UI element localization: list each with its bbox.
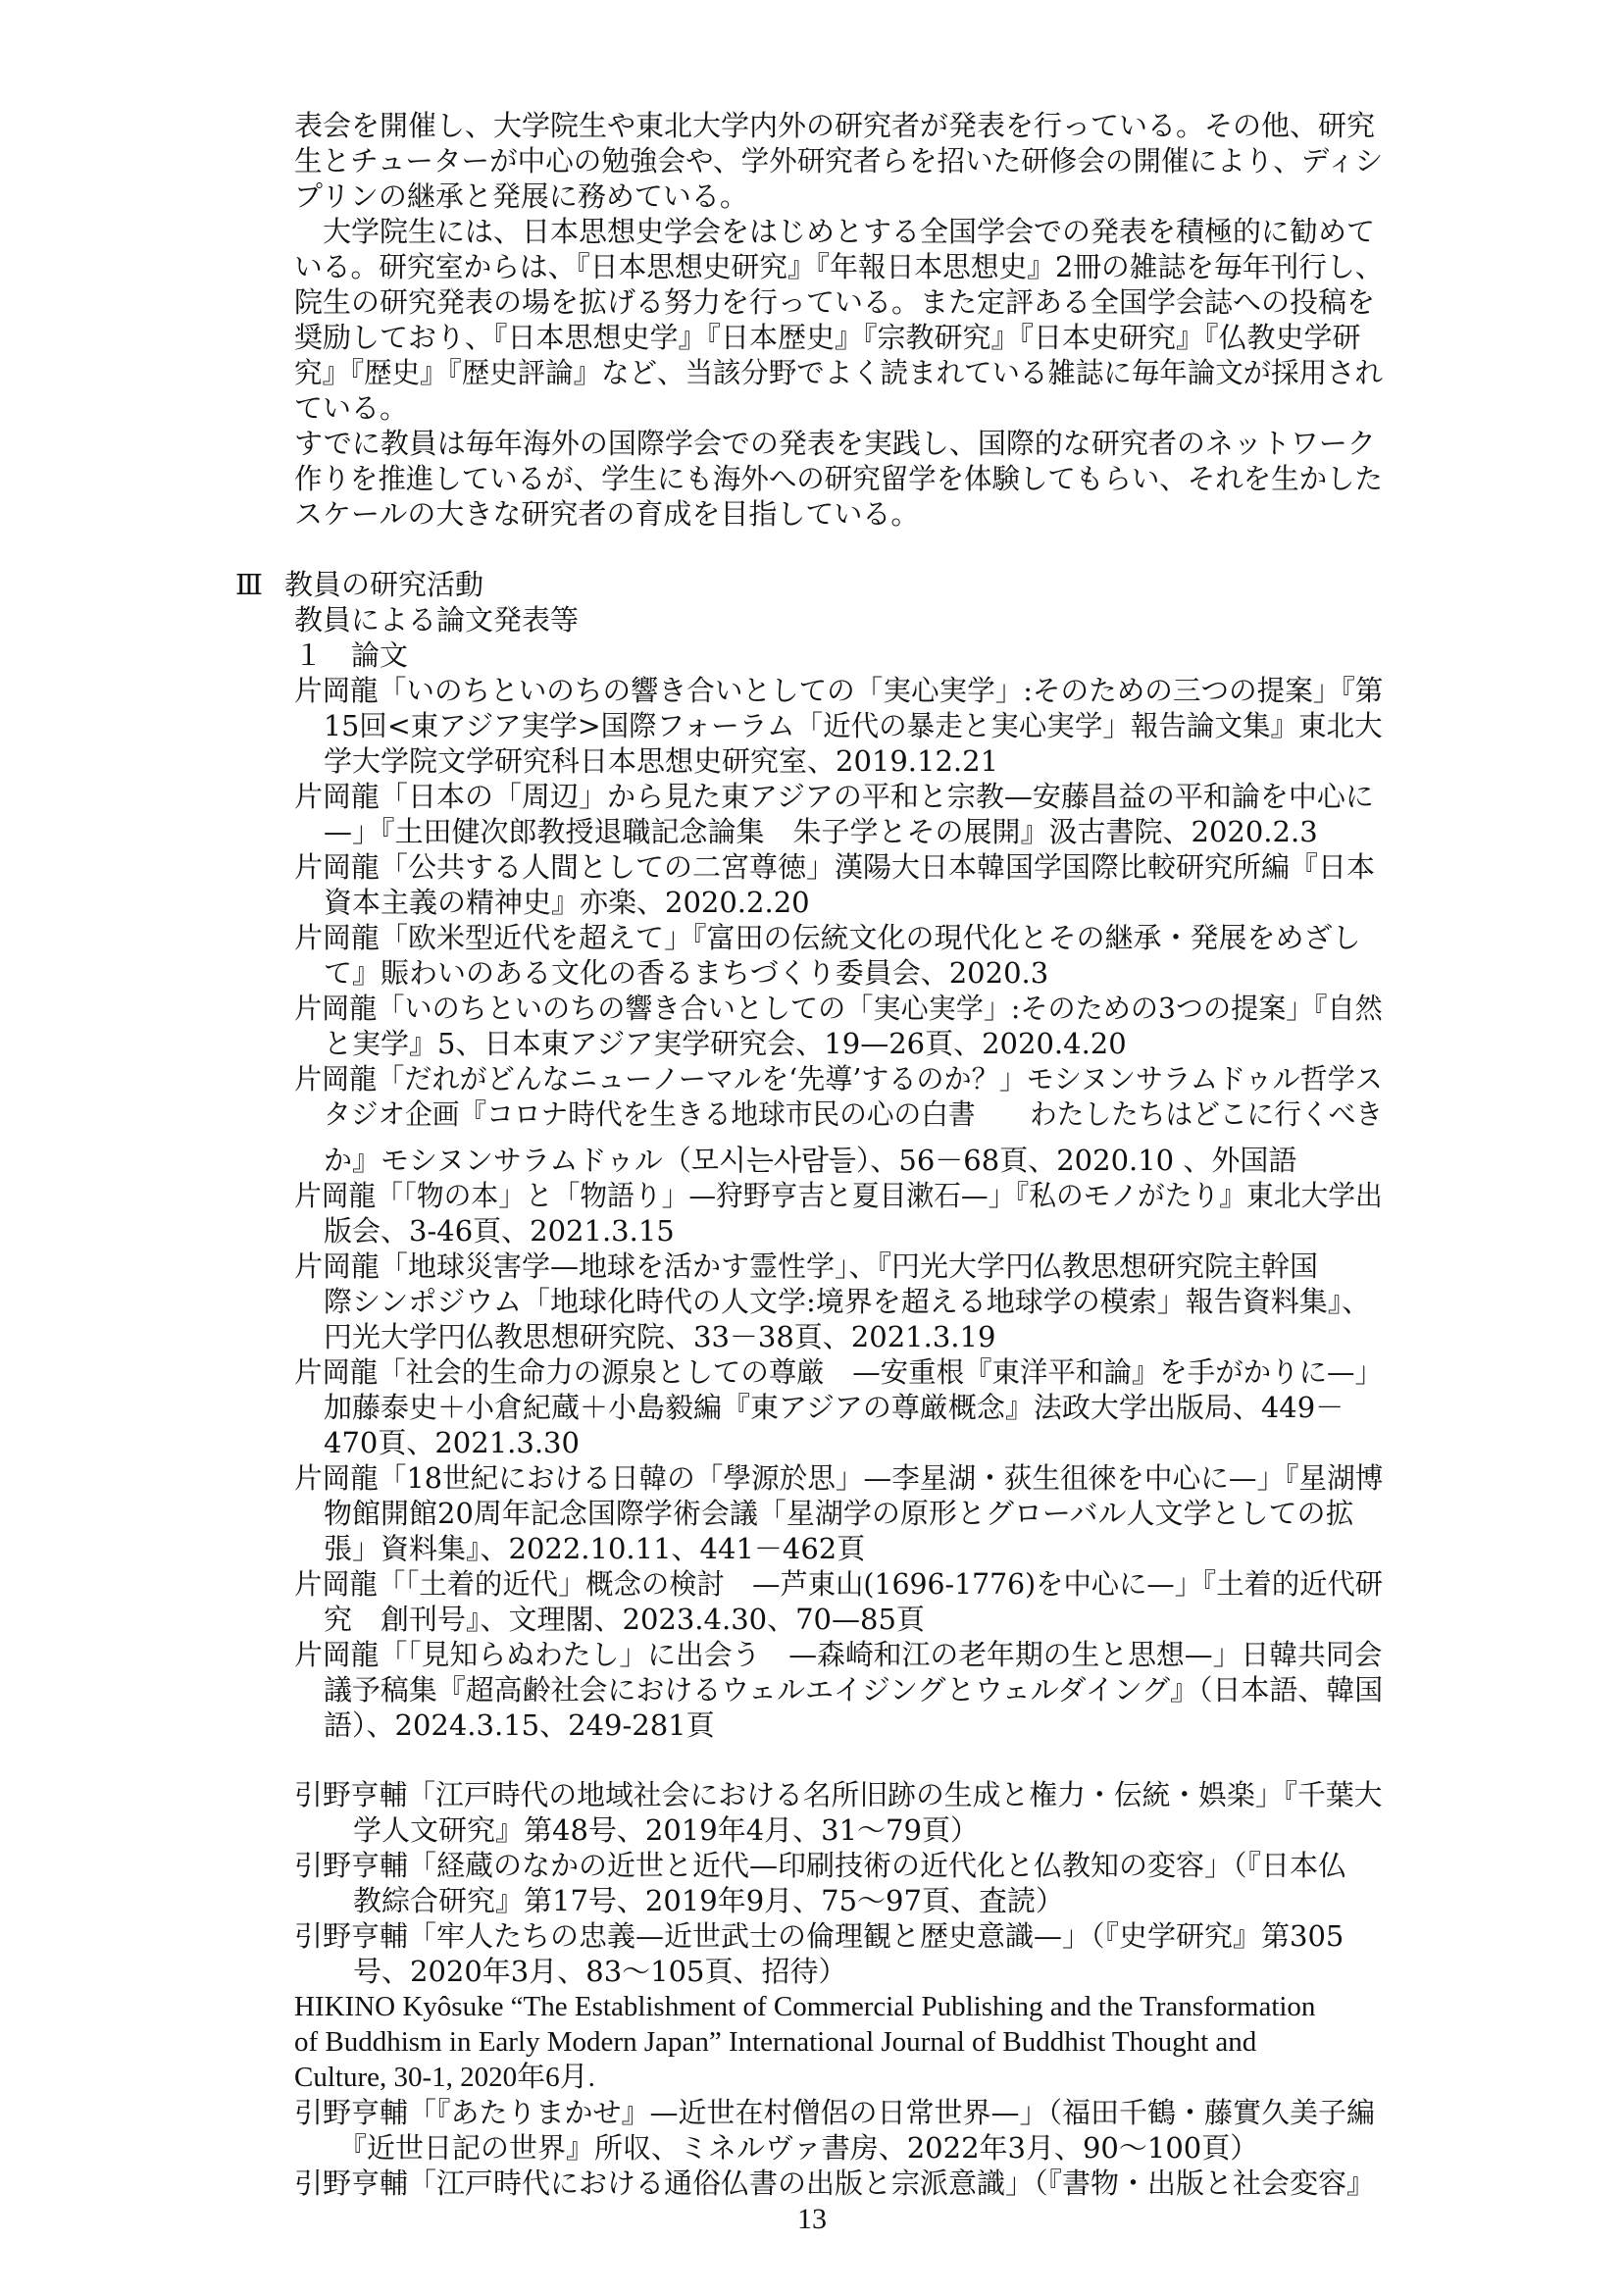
bib-line: 際シンポジウム「地球化時代の人文学:境界を超える地球学の模索」報告資料集』、	[324, 1285, 1371, 1318]
intro-line: 究』『歴史』『歴史評論』など、当該分野でよく読まれている雑誌に毎年論文が採用され	[294, 356, 1383, 389]
intro-line: 大学院生には、日本思想史学会をはじめとする全国学会での発表を積極的に勧めて	[294, 215, 1376, 248]
bib-line: 円光大学円仏教思想研究院、33－38頁、2021.3.19	[324, 1320, 996, 1353]
bib-line: 引野亨輔「江戸時代における通俗仏書の出版と宗派意識」（『書物・出版と社会変容』	[294, 2167, 1376, 2200]
bib-line: 片岡龍「欧米型近代を超えて」『富田の伝統文化の現代化とその継承・発展をめざし	[294, 921, 1361, 954]
bib-line: 資本主義の精神史』亦楽、2020.2.20	[324, 886, 810, 919]
bib-line: 議予稿集『超高齢社会におけるウェルエイジングとウェルダイング』（日本語、韓国	[324, 1673, 1384, 1707]
section-subtitle: 教員による論文発表等	[294, 603, 580, 637]
bib-line: て』賑わいのある文化の香るまちづくり委員会、2020.3	[324, 956, 1049, 990]
bib-line: か』モシヌンサラムドゥル（모시는사람들）、56－68頁、2020.10 、外国語	[324, 1144, 1297, 1177]
bib-line: 片岡龍「「土着的近代」概念の検討 —芦東山(1696-1776)を中心に—」『土着的近代研	[294, 1567, 1384, 1601]
bib-line: 学大学院文学研究科日本思想史研究室、2019.12.21	[324, 744, 999, 778]
bib-line: 張」資料集』、2022.10.11、441－462頁	[324, 1532, 866, 1565]
bib-line: 号、2020年3月、83〜105頁、招待）	[353, 1955, 847, 1988]
bib-line: 片岡龍「18世紀における日韓の「學源於思」—李星湖・荻生徂徠を中心に—」『星湖博	[294, 1461, 1384, 1495]
section-title: 教員の研究活動	[284, 568, 484, 601]
intro-line: 奨励しており、『日本思想史学』『日本歴史』『宗教研究』『日本史研究』『仏教史学研	[294, 321, 1361, 354]
bib-line: 語）、2024.3.15、249-281頁	[324, 1708, 715, 1742]
bib-line: 物館開館20周年記念国際学術会議「星湖学の原形とグローバル人文学としての拡	[324, 1497, 1354, 1530]
bib-line: 片岡龍「公共する人間としての二宮尊徳」漢陽大日本韓国学国際比較研究所編『日本	[294, 850, 1376, 884]
intro-line: 作りを推進しているが、学生にも海外への研究留学を体験してもらい、それを生かした	[294, 462, 1383, 495]
bib-line: —」『土田健次郎教授退職記念論集 朱子学とその展開』汲古書院、2020.2.3	[324, 815, 1318, 848]
intro-line: いる。研究室からは、『日本思想史研究』『年報日本思想史』2冊の雑誌を毎年刊行し、	[294, 250, 1384, 283]
bib-line: 加藤泰史＋小倉紀蔵＋小島毅編『東アジアの尊厳概念』法政大学出版局、449－	[324, 1391, 1345, 1424]
intro-line: 表会を開催し、大学院生や東北大学内外の研究者が発表を行っている。その他、研究	[294, 109, 1376, 142]
bib-line: 教綜合研究』第17号、2019年9月、75〜97頁、査読）	[353, 1884, 1064, 1917]
bib-line: 片岡龍「「見知らぬわたし」に出会う —森崎和江の老年期の生と思想—」日韓共同会	[294, 1638, 1383, 1671]
bib-line: 版会、3-46頁、2021.3.15	[324, 1214, 675, 1248]
bib-line: 引野亨輔「経蔵のなかの近世と近代—印刷技術の近代化と仏教知の変容」（『日本仏	[294, 1849, 1347, 1882]
bib-line: 究 創刊号』、文理閣、2023.4.30、70—85頁	[324, 1603, 925, 1636]
bib-line: 引野亨輔「『あたりまかせ』—近世在村僧侶の日常世界—」（福田千鶴・藤實久美子編	[294, 2096, 1376, 2129]
bib-line: タジオ企画『コロナ時代を生きる地球市民の心の白書 わたしたちはどこに行くべき	[324, 1097, 1384, 1131]
intro-line: プリンの継承と発展に務めている。	[294, 179, 748, 213]
bib-line: 引野亨輔「牢人たちの忠義—近世武士の倫理観と歴史意識—」（『史学研究』第305	[294, 1919, 1345, 1953]
bib-line: 片岡龍「社会的生命力の源泉としての尊厳 —安重根『東洋平和論』を手がかりに—」	[294, 1355, 1383, 1389]
bib-line: 片岡龍「いのちといのちの響き合いとしての「実心実学」:そのための3つの提案」『自然	[294, 992, 1383, 1025]
bib-line: と実学』5、日本東アジア実学研究会、19—26頁、2020.4.20	[324, 1027, 1127, 1060]
bib-line: 片岡龍「日本の「周辺」から見た東アジアの平和と宗教—安藤昌益の平和論を中心に	[294, 780, 1374, 813]
section-numeral: Ⅲ	[235, 568, 263, 601]
bib-line: 片岡龍「いのちといのちの響き合いとしての「実心実学」:そのための三つの提案」『第	[294, 674, 1384, 707]
bib-line: 学人文研究』第48号、2019年4月、31〜79頁）	[353, 1813, 979, 1847]
bib-line: HIKINO Kyôsuke “The Establishment of Commercial Publishing and the Transformation	[294, 1991, 1316, 2022]
bib-line: 15回<東アジア実学>国際フォーラム「近代の暴走と実心実学」報告論文集』東北大	[324, 709, 1383, 742]
intro-line: 生とチューターが中心の勉強会や、学外研究者らを招いた研修会の開催により、ディシ	[294, 144, 1384, 178]
section-item-label: １ 論文	[294, 638, 409, 672]
intro-line: スケールの大きな研究者の育成を目指している。	[294, 497, 920, 531]
bib-line: 片岡龍「だれがどんなニューノーマルを‘先導’するのか？」モシヌンサラムドゥル哲学ス	[294, 1062, 1383, 1096]
bib-line: 『近世日記の世界』所収、ミネルヴァ書房、2022年3月、90〜100頁）	[338, 2131, 1259, 2165]
intro-line: 院生の研究発表の場を拡げる努力を行っている。また定評ある全国学会誌への投稿を	[294, 285, 1376, 319]
intro-line: ている。	[294, 391, 409, 425]
bib-line: 470頁、2021.3.30	[324, 1426, 580, 1459]
bib-line: of Buddhism in Early Modern Japan” International Journal of Buddhist Thought and	[294, 2026, 1257, 2058]
page-number: 13	[797, 2203, 827, 2235]
bib-line: 片岡龍「「物の本」と「物語り」—狩野亨吉と夏目漱石—」『私のモノがたり』東北大学出	[294, 1179, 1383, 1212]
bib-line: 引野亨輔「江戸時代の地域社会における名所旧跡の生成と権力・伝統・娯楽」『千葉大	[294, 1778, 1383, 1811]
bib-line: Culture, 30-1, 2020年6月.	[294, 2062, 595, 2093]
bib-line: 片岡龍「地球災害学—地球を活かす霊性学」、『円光大学円仏教思想研究院主幹国	[294, 1249, 1319, 1283]
intro-line: すでに教員は毎年海外の国際学会での発表を実践し、国際的な研究者のネットワーク	[294, 427, 1376, 460]
